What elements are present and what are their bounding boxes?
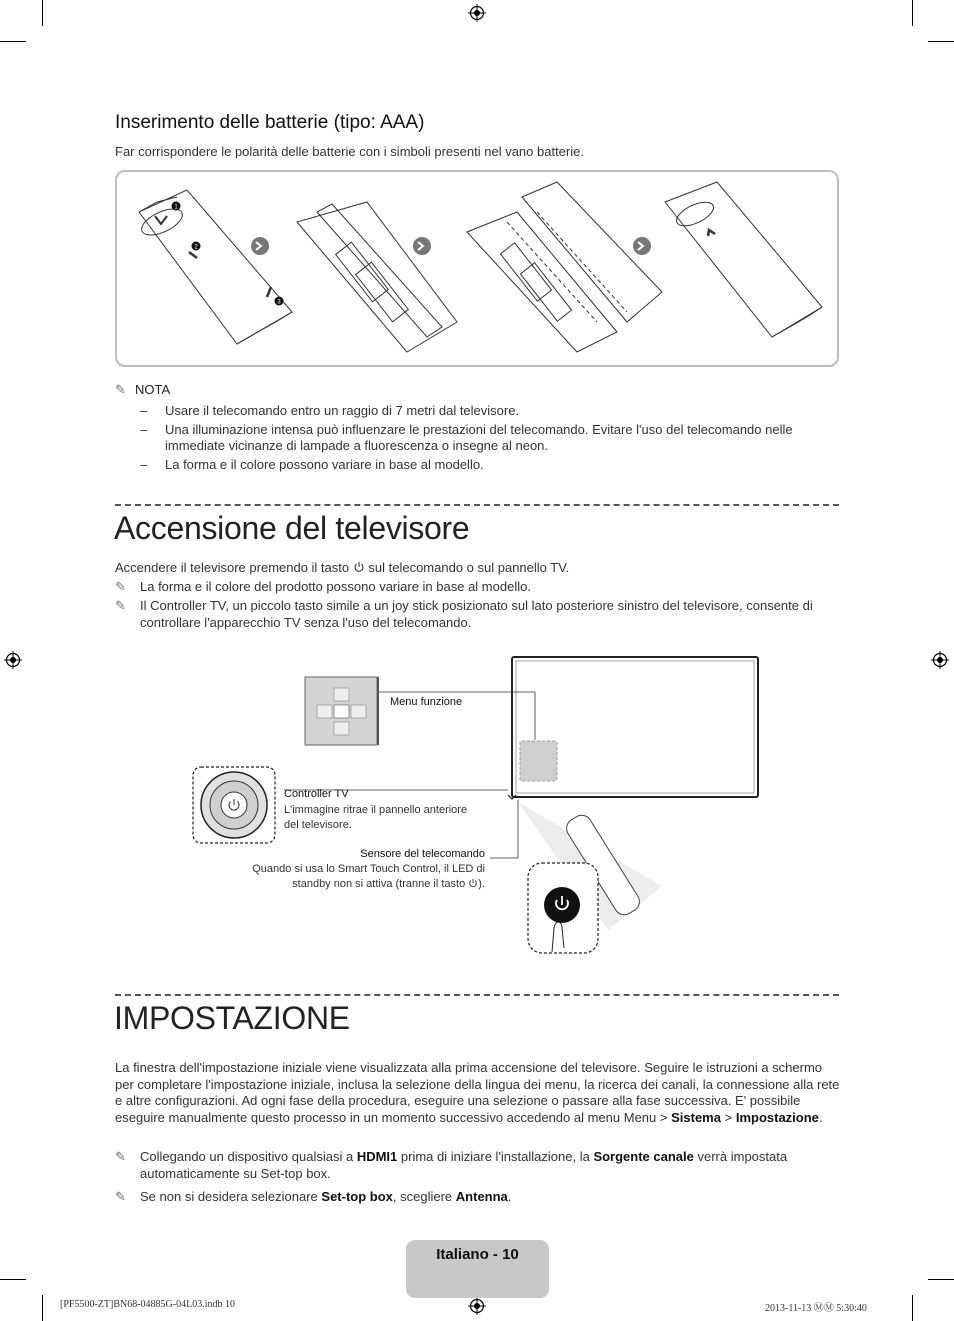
file-slug: [PF5500-ZT]BN68-04885G-04L03.indb 10 (60, 1299, 235, 1310)
menu-function-label: Menu funzione (390, 696, 463, 708)
list-item: – Usare il telecomando entro un raggio di 7 metri dal televisore. (140, 403, 520, 418)
pencil-note-icon: ✎ (115, 579, 126, 594)
setup-note-1: ✎ Collegando un dispositivo qualsiasi a HDMI1 prima di iniziare l'installazione, la Sorgente canale verrà impostata automaticamente su Set-top box. (115, 1149, 788, 1181)
power-note-1: ✎ La forma e il colore del prodotto possono variare in base al modello. (115, 579, 531, 594)
registration-mark-icon (931, 651, 949, 669)
registration-mark-icon (468, 1297, 486, 1315)
list-item: – La forma e il colore possono variare in base al modello. (140, 456, 484, 472)
power-icon (468, 878, 478, 888)
setup-note-2: ✎ Se non si desidera selezionare Set-top box, scegliere Antenna. (115, 1189, 512, 1204)
step-badge-1: 1 (174, 204, 178, 211)
crop-mark (0, 41, 26, 42)
remote-sensor-desc: Quando si usa lo Smart Touch Control, il LED di standby non si attiva (tranne il tasto ). (252, 863, 485, 890)
pencil-note-icon: ✎ (115, 1189, 126, 1204)
date-slug: 2013-11-13 ⓂⓂ 5:30:40 (765, 1303, 867, 1314)
crop-mark (0, 1279, 26, 1280)
controller-tv-label: Controller TV (284, 788, 349, 800)
battery-section-title: Inserimento delle batterie (tipo: AAA) (115, 112, 425, 133)
crop-mark (42, 0, 43, 26)
section-divider (115, 504, 839, 506)
page-number: Italiano - 10 (436, 1246, 519, 1263)
remote-sensor-label: Sensore del telecomando (360, 848, 485, 860)
battery-illustration-box (115, 170, 839, 367)
setup-section-title: IMPOSTAZIONE (114, 1000, 350, 1036)
section-divider (115, 994, 839, 996)
page-number-tab (406, 1240, 549, 1298)
menu-path-setup: Impostazione (735, 1109, 819, 1125)
pencil-note-icon: ✎ (115, 382, 126, 397)
pencil-note-icon: ✎ (115, 1149, 126, 1164)
registration-mark-icon (4, 651, 22, 669)
crop-mark (912, 0, 913, 26)
crop-mark (42, 1295, 43, 1321)
power-note-2: ✎ Il Controller TV, un piccolo tasto simile a un joy stick posizionato sul lato posteriore sinistro del televisore, consente di controllare l'apparecchio TV senza l'uso del telecomando. (115, 598, 813, 630)
battery-intro: Far corrispondere le polarità delle batterie con i simboli presenti nel vano batterie. (115, 144, 584, 159)
power-section-title: Accensione del televisore (114, 510, 470, 546)
battery-notes-list (140, 403, 840, 475)
step-badge-3: 3 (277, 299, 281, 306)
crop-mark (928, 41, 954, 42)
controller-tv-desc: L'immagine ritrae il pannello anteriore del televisore. (284, 804, 468, 831)
menu-path-system: Sistema (671, 1109, 721, 1125)
battery-steps-illustration (117, 172, 837, 365)
pencil-note-icon: ✎ (115, 598, 126, 613)
list-item: – Una illuminazione intensa può influenzare le prestazioni del telecomando. Evitare l'uso del telecomando nelle immediate vicinanze di lampade a fluorescenza o insegne al neon. (140, 421, 793, 453)
power-intro: Accendere il televisore premendo il tasto sul telecomando o sul pannello TV. (115, 560, 570, 575)
setup-intro: La finestra dell'impostazione iniziale viene visualizzata alla prima accensione del televisore. Seguire le istruzioni a schermo per completare l'impostazione iniziale, inclusa la selezione della lingua dei menu, la ricerca dei canali, la connessione alla rete e altre configurazioni. Ad ogni fase della procedura, eseguire una selezione o passare alla fase successiva. E' possibile eseguire manualmente questo processo in un momento successivo accedendo al menu Menu > Sistema > Impostazione. (115, 1060, 840, 1125)
crop-mark (928, 1279, 954, 1280)
note-label: NOTA (135, 382, 171, 397)
crop-mark (912, 1295, 913, 1321)
step-badge-2: 2 (194, 244, 198, 251)
note-heading (115, 382, 170, 398)
power-icon (353, 561, 365, 573)
registration-mark-icon (468, 4, 486, 22)
